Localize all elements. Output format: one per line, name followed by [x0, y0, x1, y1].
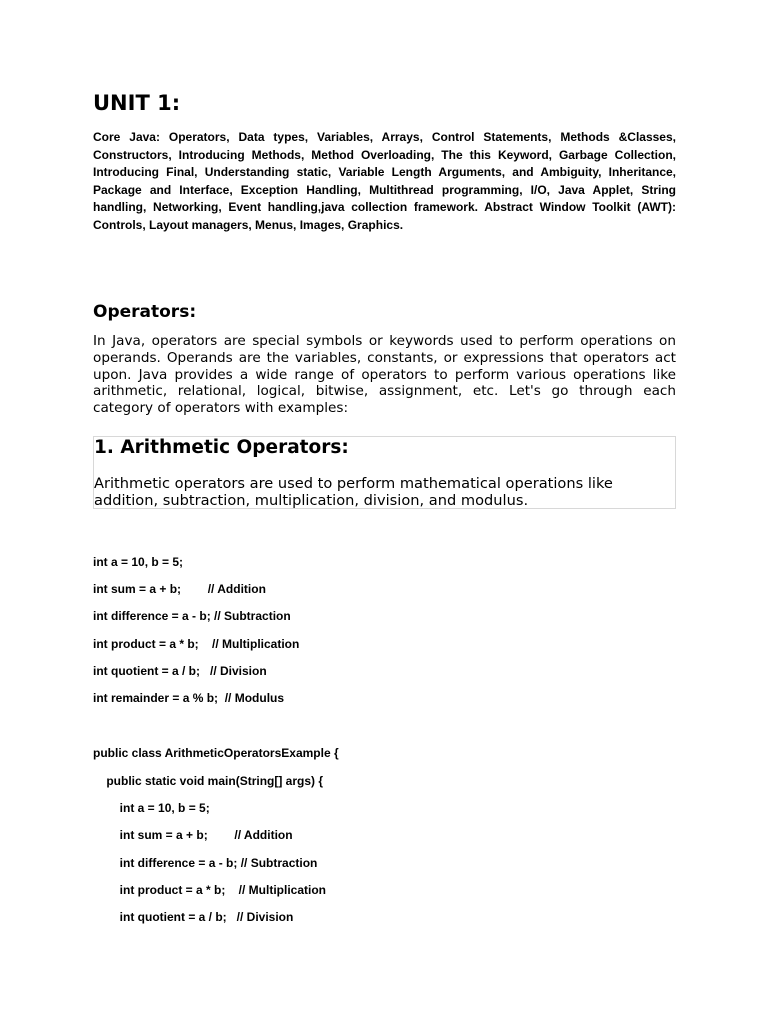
operators-heading: Operators:	[93, 302, 197, 322]
arithmetic-operators-description: Arithmetic operators are used to perform mathematical operations like addition, subtraction, multiplication, division, and modulus.	[94, 475, 613, 509]
arithmetic-operators-heading: 1. Arithmetic Operators:	[94, 437, 349, 458]
code-line: public static void main(String[] args) {	[93, 774, 324, 788]
operators-intro-paragraph: In Java, operators are special symbols or keywords used to perform operations on operands. Operands are the variables, constants, or expressions that operators act upon. Java provides a wide range of operators to perform various operations like arithmetic, relational, logical, bitwise, assignment, etc. Let's go through each category of operators with examples:	[93, 333, 676, 417]
code-line: int sum = a + b; // Addition	[93, 582, 266, 596]
code-line: int quotient = a / b; // Division	[93, 664, 267, 678]
code-line: int a = 10, b = 5;	[93, 801, 210, 815]
code-line: int product = a * b; // Multiplication	[93, 637, 300, 651]
syllabus-paragraph: Core Java: Operators, Data types, Variables, Arrays, Control Statements, Methods &Classes, Constructors, Introducing Methods, Method Overloading, The this Keyword, Garbage Collection, Introducing Final, Understanding static, Variable Length Arguments, and Ambiguity, Inheritance, Package and Interface, Exception Handling, Multithread programming, I/O, Java Applet, String handling, Networking, Event handling,java collection framework. Abstract Window Toolkit (AWT): Controls, Layout managers, Menus, Images, Graphics.	[93, 130, 676, 232]
code-line: int quotient = a / b; // Division	[93, 910, 294, 924]
arithmetic-operators-box	[93, 436, 676, 509]
unit-heading: UNIT 1:	[93, 91, 181, 115]
code-line: public class ArithmeticOperatorsExample {	[93, 746, 339, 760]
code-line: int sum = a + b; // Addition	[93, 828, 293, 842]
code-line: int difference = a - b; // Subtraction	[93, 609, 291, 623]
code-line: int remainder = a % b; // Modulus	[93, 691, 285, 705]
code-line: int difference = a - b; // Subtraction	[93, 856, 318, 870]
code-line: int a = 10, b = 5;	[93, 555, 184, 569]
code-line: int product = a * b; // Multiplication	[93, 883, 327, 897]
